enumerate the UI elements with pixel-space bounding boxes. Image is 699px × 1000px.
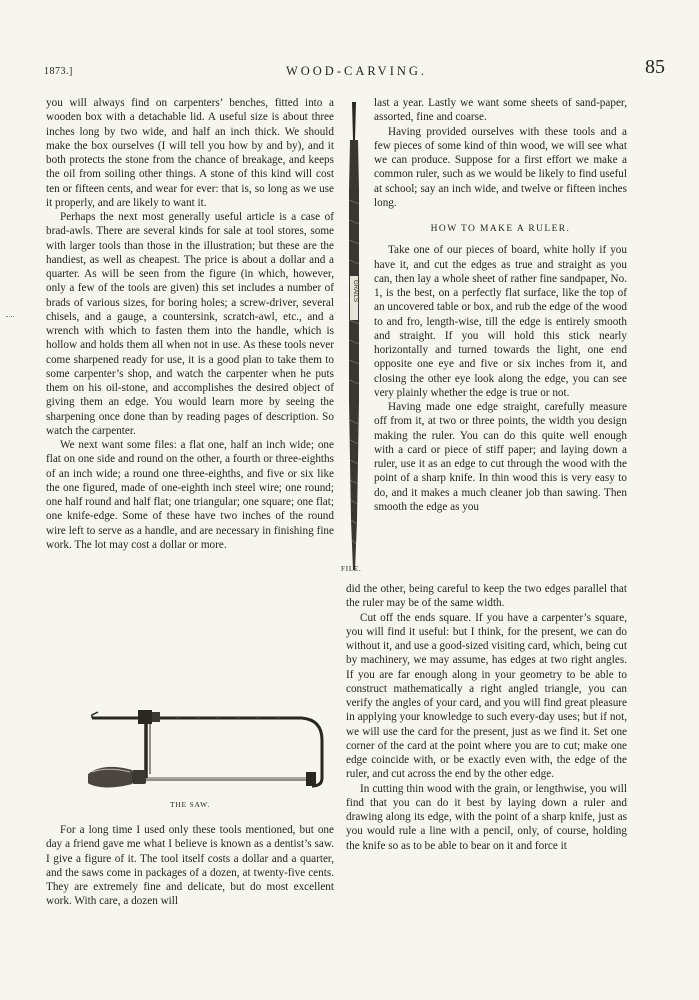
file-stamp: GRAILS: [352, 280, 358, 303]
left-column: [46, 96, 334, 552]
paragraph-parallel: did the other, being careful to keep the two edges parallel that the ruler may be of the same width.: [346, 583, 627, 610]
paragraph-first-effort: Having provided ourselves with these tools and a few pieces of some kind of thin wood, we will see what we can produce. Suppose for a first effort we make a common ruler, such as we would be likely to find useful at school; say an inch wide, and twelve or fifteen inches long.: [374, 125, 627, 209]
page-number: 85: [645, 56, 665, 78]
paragraph-sandpaper: last a year. Lastly we want some sheets of sand-paper, assorted, fine and coarse.: [374, 97, 627, 124]
paragraph-brad-awls: Perhaps the next most generally useful article is a case of brad-awls. There are several kinds for sale at tool stores, some with larger tools than those in the illustration; but these are the handiest, as well as cheapest. The price is about a dollar and a quarter. As will be seen from the figure (in which, however, only a few of the tools are given) this set includes a number of brads of various sizes, for boring holes; a screw-driver, several chisels, and a gauge, a countersink, scratch-awl, etc., and a wrench with which to fasten them into the handle, which is hollow and holds them all when not in use. As these tools never come sharpened ready for use, it is a good plan to take them to some carpenter’s shop, and watch the carpenter when he puts them on his oil-stone, and accomplishes the desired object of giving them an edge. You would learn more by seeing the sharpening once done than by reading pages of description. So watch the carpenter.: [46, 211, 334, 437]
paragraph-ends-square: Cut off the ends square. If you have a carpenter’s square, you will find it useful: but I think, for the present, we can do without it, and use a good-sized visiting card, which, being cut by machinery, we may assume, has edges at two right angles. If you are far enough along in your geometry to be able to construct mathematically a right angled triangle, you can verify the angles of your card, and you will find great pleasure in applying your knowledge to such every-day uses; but if not, we will use the card for the present, just as we find it. Set one corner of the card at the point where you are to cut; make one edge coincide with, or be exactly even with, the edge of the ruler, and cut across the end by the other edge.: [346, 611, 627, 781]
header-year: 1873.]: [44, 66, 73, 77]
section-heading: HOW TO MAKE A RULER.: [430, 224, 571, 234]
file-illustration: [340, 100, 368, 582]
left-column-bottom: [46, 823, 334, 909]
paragraph-dentist-saw: For a long time I used only these tools mentioned, but one day a friend gave me what I believe is known as a dentist’s saw. I give a figure of it. The tool itself costs a dollar and a quarter, and the saws come in packages of a dozen, at twenty-five cents. They are extremely fine and delicate, but do most excellent work. With care, a dozen will: [46, 824, 334, 908]
saw-caption: THE SAW.: [169, 800, 211, 809]
paragraph-board: Take one of our pieces of board, white holly if you have it, and cut the edges as true and straight as you can, then lay a whole sheet of rather fine sandpaper, No. 1, is the best, on a perfectly flat surface, like the top of an uncovered table or box, and rub the edge of the wood to and fro, length-wise, till the edge is entirely smooth and straight. If you will hold this stick nearly horizontally and turned towards the light, one end opposite one eye and five or six inches from it, and closing the other eye look along the edge, you can see very plainly whether the edge is true or not.: [374, 244, 627, 399]
paragraph-oilstone: you will always find on carpenters’ benches, fitted into a wooden box with a detachable lid. A useful size is about three inches long by two wide, and half an inch thick. We should make the box ourselves (I will tell you how by and by), and it both protects the stone from the chance of breakage, and keeps the oil from soiling other things. A stone of this kind will cost ten or fifteen cents, and wear for ever: that is, so long as we use it properly, and are likely to want it.: [46, 97, 334, 209]
page-header: [44, 56, 669, 84]
running-title: WOOD-CARVING.: [285, 64, 428, 78]
file-caption: FILE.: [341, 565, 362, 573]
saw-illustration: [88, 700, 338, 800]
paragraph-files: We next want some files: a flat one, half an inch wide; one flat on one side and round on the other, a fourth or three-eighths of an inch wide; a round one three-eighths, and five or six like the one figured, made of one-eighth inch steel wire; one round; one half round and half flat; one triangular; one square; one flat; one knife-edge. Some of these have two inches of the round wire left to serve as a handle, and are necessary in finishing fine work. The lot may cost a dollar or more.: [46, 439, 334, 551]
paragraph-measure: Having made one edge straight, carefully measure off from it, at two or three points, the width you design making the ruler. You can do this quite well enough with a card or piece of stiff paper; and laying down a ruler, use it as an edge to cut through the wood with the point of a sharp knife. In thin wood this is very easy to do, and it makes a much cleaner job than sawing. Then smooth the edge as you: [374, 401, 627, 513]
margin-mark: [6, 316, 14, 320]
paragraph-thin-wood: In cutting thin wood with the grain, or lengthwise, you will find that you can do it best by laying down a ruler and drawing along its edge, with the point of a sharp knife, just as you would rule a line with a pencil, only, of course, holding the knife so as to be able to bear on it and force it: [346, 782, 627, 852]
right-column: [374, 96, 627, 514]
right-column-bottom: [346, 582, 627, 853]
